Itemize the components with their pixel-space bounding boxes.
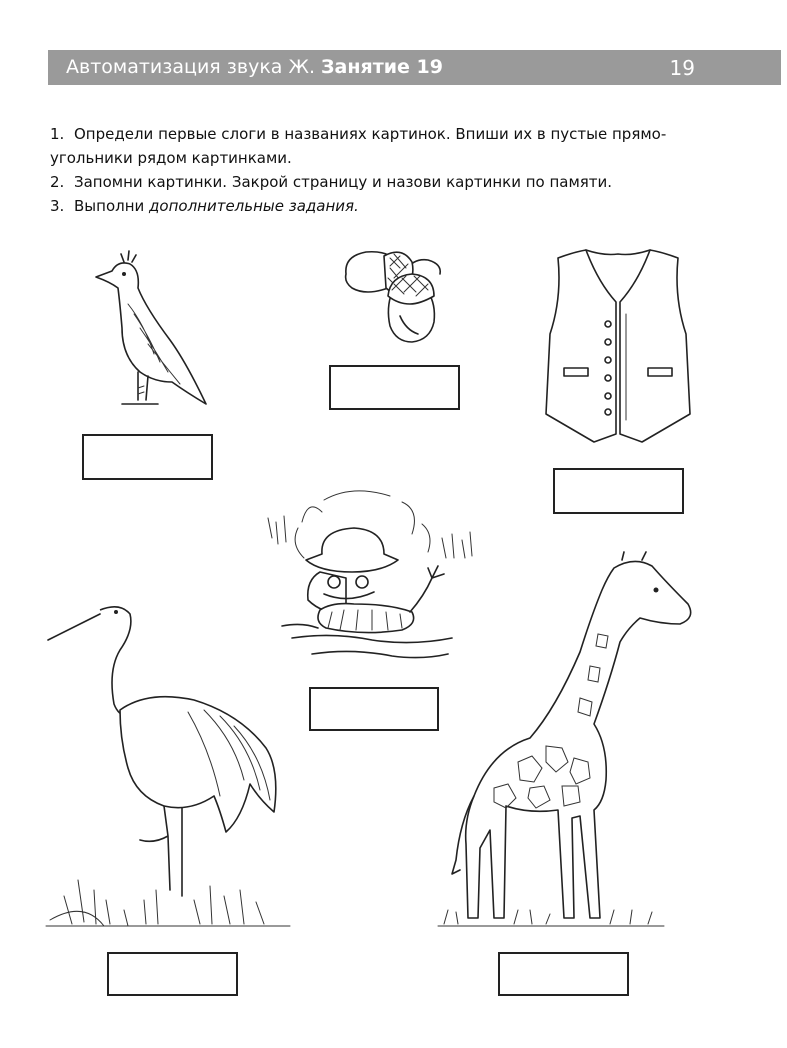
- answer-box-acorns[interactable]: [329, 365, 460, 410]
- instruction-text: [74, 194, 750, 218]
- header-topic: Автоматизация звука Ж.: [66, 56, 315, 78]
- instructions: [50, 122, 750, 218]
- instruction-3: [50, 194, 750, 218]
- crane-bird-icon: [44, 600, 294, 934]
- instruction-number: 1.: [50, 125, 65, 143]
- instruction-1: [50, 122, 750, 146]
- page-header: [48, 50, 781, 85]
- instruction-prefix: Выполни: [74, 197, 150, 215]
- instruction-1-continuation: угольники рядом картинками.: [50, 149, 292, 167]
- answer-box-lark[interactable]: [82, 434, 213, 480]
- header-lesson: Занятие 19: [321, 56, 443, 78]
- instruction-number: 3.: [50, 197, 65, 215]
- instruction-text: Запомни картинки. Закрой страницу и назови картинки по памяти.: [74, 173, 613, 191]
- acorns-icon: [336, 244, 452, 348]
- instruction-number: 2.: [50, 173, 65, 191]
- answer-box-frog[interactable]: [309, 687, 439, 731]
- answer-box-crane[interactable]: [107, 952, 238, 996]
- answer-box-vest[interactable]: [553, 468, 684, 514]
- lark-bird-icon: [88, 244, 213, 416]
- instruction-2: [50, 170, 750, 194]
- giraffe-icon: [434, 548, 696, 934]
- header-title: [66, 56, 443, 78]
- instruction-emphasis: дополнительные задания.: [149, 197, 359, 215]
- answer-box-giraffe[interactable]: [498, 952, 629, 996]
- vest-icon: [542, 244, 695, 452]
- instruction-text: Определи первые слоги в названиях картинок. Впиши их в пустые прямо-: [74, 125, 667, 143]
- page-number: 19: [669, 56, 695, 80]
